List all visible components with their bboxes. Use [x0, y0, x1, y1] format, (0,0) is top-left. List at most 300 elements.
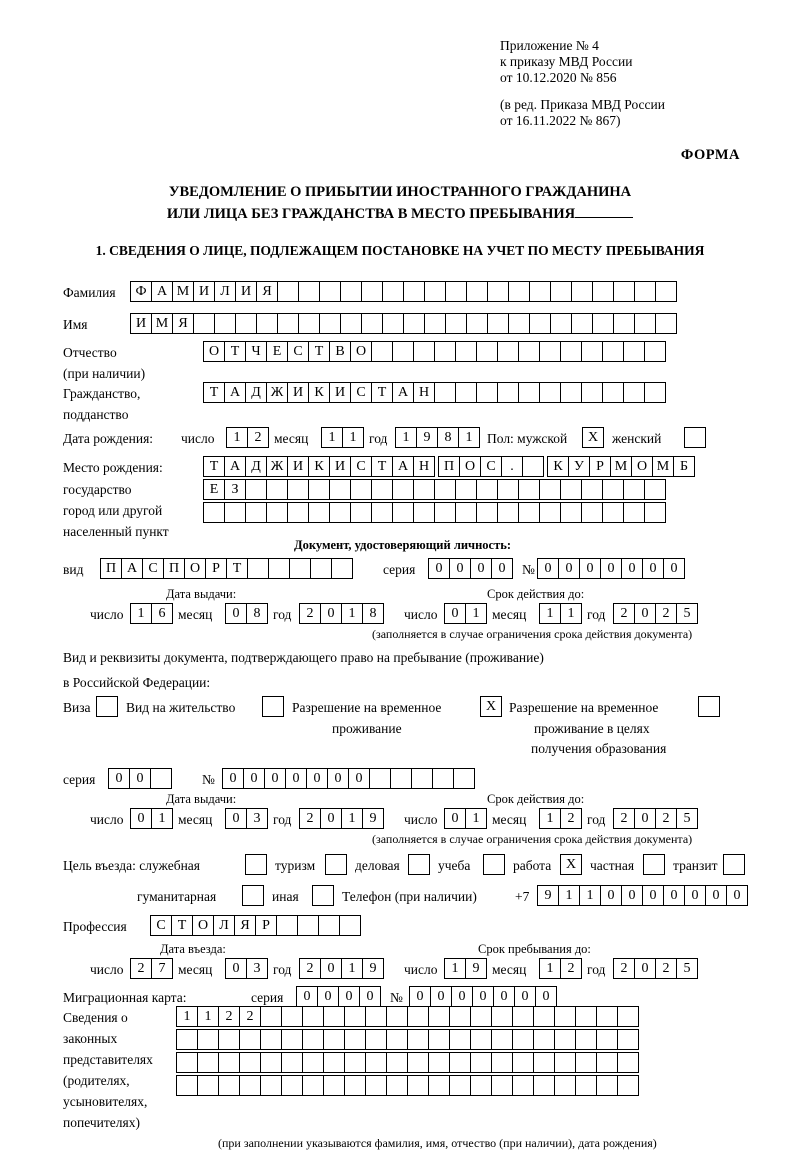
input-cell[interactable] — [413, 479, 435, 500]
input-cell[interactable]: А — [392, 456, 414, 477]
input-cell[interactable] — [413, 502, 435, 523]
input-cell[interactable]: А — [224, 456, 246, 477]
input-cell[interactable] — [197, 1029, 219, 1050]
input-cell[interactable]: 2 — [299, 808, 321, 829]
input-cell[interactable] — [455, 502, 477, 523]
input-cell[interactable]: 0 — [430, 986, 452, 1007]
input-cell[interactable]: Я — [234, 915, 256, 936]
input-cell[interactable]: 2 — [130, 958, 152, 979]
input-cell[interactable]: А — [224, 382, 246, 403]
input-cell[interactable] — [487, 313, 509, 334]
input-cell[interactable]: Л — [213, 915, 235, 936]
input-cell[interactable]: 0 — [514, 986, 536, 1007]
input-cell[interactable] — [512, 1029, 534, 1050]
field-stay-end-year[interactable] — [613, 958, 697, 979]
input-cell[interactable]: 0 — [444, 808, 466, 829]
field-stay-valid-year[interactable] — [613, 808, 697, 829]
input-cell[interactable]: 8 — [362, 603, 384, 624]
input-cell[interactable] — [407, 1075, 429, 1096]
input-cell[interactable]: С — [350, 456, 372, 477]
input-cell[interactable] — [203, 502, 225, 523]
input-cell[interactable]: 1 — [560, 603, 582, 624]
input-cell[interactable] — [508, 281, 530, 302]
field-legal-rep-row-1[interactable] — [176, 1006, 638, 1027]
input-cell[interactable]: Н — [413, 382, 435, 403]
input-cell[interactable] — [197, 1052, 219, 1073]
input-cell[interactable] — [302, 1006, 324, 1027]
input-cell[interactable] — [554, 1029, 576, 1050]
input-cell[interactable] — [476, 341, 498, 362]
input-cell[interactable] — [560, 502, 582, 523]
input-cell[interactable] — [365, 1052, 387, 1073]
input-cell[interactable] — [371, 502, 393, 523]
input-cell[interactable] — [602, 502, 624, 523]
input-cell[interactable]: Т — [371, 456, 393, 477]
input-cell[interactable]: 1 — [539, 603, 561, 624]
checkbox-edu-residence[interactable] — [698, 696, 720, 717]
input-cell[interactable]: И — [235, 281, 257, 302]
input-cell[interactable]: И — [193, 281, 215, 302]
input-cell[interactable] — [268, 558, 290, 579]
input-cell[interactable] — [453, 768, 475, 789]
input-cell[interactable] — [277, 281, 299, 302]
input-cell[interactable]: 1 — [226, 427, 248, 448]
input-cell[interactable] — [302, 1052, 324, 1073]
input-cell[interactable] — [344, 1029, 366, 1050]
input-cell[interactable]: Т — [308, 341, 330, 362]
input-cell[interactable]: И — [329, 456, 351, 477]
input-cell[interactable]: 9 — [465, 958, 487, 979]
field-stay-issue-day[interactable] — [130, 808, 172, 829]
input-cell[interactable] — [365, 1006, 387, 1027]
input-cell[interactable] — [466, 313, 488, 334]
input-cell[interactable] — [245, 502, 267, 523]
field-mc-series[interactable] — [296, 986, 380, 1007]
field-stay-valid-day[interactable] — [444, 808, 486, 829]
input-cell[interactable] — [340, 313, 362, 334]
input-cell[interactable]: 0 — [409, 986, 431, 1007]
input-cell[interactable] — [386, 1075, 408, 1096]
field-birth-year[interactable] — [395, 427, 479, 448]
field-stay-issue-year[interactable] — [299, 808, 383, 829]
input-cell[interactable] — [455, 382, 477, 403]
input-cell[interactable] — [434, 479, 456, 500]
input-cell[interactable] — [340, 281, 362, 302]
input-cell[interactable] — [323, 1006, 345, 1027]
input-cell[interactable] — [298, 281, 320, 302]
input-cell[interactable]: М — [610, 456, 632, 477]
input-cell[interactable] — [218, 1075, 240, 1096]
input-cell[interactable] — [302, 1029, 324, 1050]
input-cell[interactable]: А — [151, 281, 173, 302]
input-cell[interactable]: 0 — [225, 958, 247, 979]
input-cell[interactable] — [449, 1006, 471, 1027]
field-entry-day[interactable] — [130, 958, 172, 979]
field-stay-end-day[interactable] — [444, 958, 486, 979]
input-cell[interactable] — [403, 313, 425, 334]
input-cell[interactable]: 0 — [684, 885, 706, 906]
input-cell[interactable] — [623, 502, 645, 523]
input-cell[interactable] — [613, 313, 635, 334]
input-cell[interactable]: 9 — [362, 958, 384, 979]
input-cell[interactable] — [455, 341, 477, 362]
field-legal-rep-row-3[interactable] — [176, 1052, 638, 1073]
input-cell[interactable] — [260, 1075, 282, 1096]
input-cell[interactable]: 0 — [285, 768, 307, 789]
input-cell[interactable]: 0 — [428, 558, 450, 579]
input-cell[interactable]: 0 — [348, 768, 370, 789]
field-stay-number[interactable] — [222, 768, 474, 789]
input-cell[interactable]: 8 — [437, 427, 459, 448]
input-cell[interactable] — [361, 281, 383, 302]
input-cell[interactable] — [239, 1052, 261, 1073]
input-cell[interactable] — [260, 1052, 282, 1073]
checkbox-purpose-private[interactable] — [643, 854, 665, 875]
input-cell[interactable] — [407, 1006, 429, 1027]
input-cell[interactable] — [539, 382, 561, 403]
input-cell[interactable]: Т — [224, 341, 246, 362]
input-cell[interactable]: 1 — [197, 1006, 219, 1027]
input-cell[interactable] — [197, 1075, 219, 1096]
input-cell[interactable]: 0 — [621, 558, 643, 579]
input-cell[interactable]: Р — [255, 915, 277, 936]
input-cell[interactable] — [602, 382, 624, 403]
input-cell[interactable] — [487, 281, 509, 302]
input-cell[interactable] — [518, 479, 540, 500]
field-profession[interactable] — [150, 915, 360, 936]
input-cell[interactable] — [476, 479, 498, 500]
input-cell[interactable]: 2 — [613, 958, 635, 979]
input-cell[interactable]: П — [163, 558, 185, 579]
input-cell[interactable]: 0 — [306, 768, 328, 789]
input-cell[interactable] — [455, 479, 477, 500]
input-cell[interactable] — [403, 281, 425, 302]
input-cell[interactable]: Р — [205, 558, 227, 579]
input-cell[interactable]: 0 — [472, 986, 494, 1007]
input-cell[interactable]: Я — [256, 281, 278, 302]
input-cell[interactable] — [281, 1075, 303, 1096]
input-cell[interactable] — [539, 502, 561, 523]
field-birth-place-row-1[interactable] — [203, 456, 694, 477]
input-cell[interactable]: Т — [171, 915, 193, 936]
input-cell[interactable]: 2 — [239, 1006, 261, 1027]
input-cell[interactable] — [560, 479, 582, 500]
input-cell[interactable] — [323, 1075, 345, 1096]
input-cell[interactable]: У — [568, 456, 590, 477]
input-cell[interactable]: 1 — [395, 427, 417, 448]
input-cell[interactable]: 0 — [296, 986, 318, 1007]
input-cell[interactable] — [476, 502, 498, 523]
input-cell[interactable] — [365, 1029, 387, 1050]
input-cell[interactable]: Т — [371, 382, 393, 403]
input-cell[interactable] — [571, 313, 593, 334]
input-cell[interactable] — [260, 1006, 282, 1027]
input-cell[interactable] — [581, 382, 603, 403]
input-cell[interactable]: 1 — [130, 603, 152, 624]
input-cell[interactable]: М — [172, 281, 194, 302]
field-citizenship[interactable] — [203, 382, 665, 403]
input-cell[interactable] — [386, 1006, 408, 1027]
input-cell[interactable]: 9 — [416, 427, 438, 448]
input-cell[interactable]: С — [150, 915, 172, 936]
input-cell[interactable]: 0 — [493, 986, 515, 1007]
input-cell[interactable]: 5 — [676, 808, 698, 829]
field-doc-series[interactable] — [428, 558, 512, 579]
input-cell[interactable] — [350, 502, 372, 523]
field-legal-rep-row-4[interactable] — [176, 1075, 638, 1096]
input-cell[interactable]: 0 — [600, 885, 622, 906]
input-cell[interactable] — [529, 313, 551, 334]
input-cell[interactable] — [344, 1075, 366, 1096]
input-cell[interactable]: А — [392, 382, 414, 403]
field-birth-day[interactable] — [226, 427, 268, 448]
input-cell[interactable]: 6 — [151, 603, 173, 624]
input-cell[interactable]: 5 — [676, 958, 698, 979]
input-cell[interactable] — [386, 1029, 408, 1050]
input-cell[interactable]: 0 — [320, 808, 342, 829]
input-cell[interactable] — [371, 341, 393, 362]
input-cell[interactable]: Т — [203, 456, 225, 477]
input-cell[interactable] — [617, 1075, 639, 1096]
input-cell[interactable]: К — [547, 456, 569, 477]
input-cell[interactable] — [281, 1006, 303, 1027]
input-cell[interactable] — [550, 281, 572, 302]
field-birth-month[interactable] — [321, 427, 363, 448]
input-cell[interactable]: Р — [589, 456, 611, 477]
field-surname[interactable] — [130, 281, 676, 302]
field-doc-issue-year[interactable] — [299, 603, 383, 624]
input-cell[interactable] — [260, 1029, 282, 1050]
input-cell[interactable]: Я — [172, 313, 194, 334]
input-cell[interactable] — [560, 341, 582, 362]
input-cell[interactable]: 0 — [327, 768, 349, 789]
field-legal-rep-row-2[interactable] — [176, 1029, 638, 1050]
input-cell[interactable] — [592, 313, 614, 334]
input-cell[interactable] — [176, 1029, 198, 1050]
input-cell[interactable]: 1 — [539, 808, 561, 829]
input-cell[interactable]: 0 — [264, 768, 286, 789]
field-name[interactable] — [130, 313, 676, 334]
input-cell[interactable] — [308, 479, 330, 500]
input-cell[interactable] — [554, 1006, 576, 1027]
input-cell[interactable]: О — [350, 341, 372, 362]
input-cell[interactable] — [323, 1029, 345, 1050]
input-cell[interactable] — [575, 1029, 597, 1050]
input-cell[interactable]: 2 — [613, 808, 635, 829]
input-cell[interactable] — [369, 768, 391, 789]
input-cell[interactable] — [497, 479, 519, 500]
input-cell[interactable]: 2 — [655, 958, 677, 979]
input-cell[interactable] — [239, 1075, 261, 1096]
input-cell[interactable]: 2 — [655, 808, 677, 829]
input-cell[interactable] — [239, 1029, 261, 1050]
input-cell[interactable]: 0 — [338, 986, 360, 1007]
field-doc-issue-month[interactable] — [225, 603, 267, 624]
input-cell[interactable]: 0 — [537, 558, 559, 579]
input-cell[interactable]: П — [100, 558, 122, 579]
input-cell[interactable]: О — [192, 915, 214, 936]
input-cell[interactable]: 0 — [222, 768, 244, 789]
input-cell[interactable]: 0 — [642, 885, 664, 906]
input-cell[interactable] — [266, 479, 288, 500]
input-cell[interactable] — [592, 281, 614, 302]
input-cell[interactable]: 9 — [362, 808, 384, 829]
input-cell[interactable] — [575, 1075, 597, 1096]
input-cell[interactable] — [407, 1052, 429, 1073]
input-cell[interactable] — [596, 1052, 618, 1073]
input-cell[interactable] — [218, 1052, 240, 1073]
field-doc-valid-month[interactable] — [539, 603, 581, 624]
input-cell[interactable] — [411, 768, 433, 789]
input-cell[interactable]: 0 — [663, 885, 685, 906]
input-cell[interactable] — [308, 502, 330, 523]
input-cell[interactable] — [365, 1075, 387, 1096]
input-cell[interactable] — [575, 1006, 597, 1027]
field-entry-year[interactable] — [299, 958, 383, 979]
input-cell[interactable] — [617, 1052, 639, 1073]
input-cell[interactable]: 1 — [341, 603, 363, 624]
input-cell[interactable] — [533, 1052, 555, 1073]
input-cell[interactable] — [655, 313, 677, 334]
input-cell[interactable]: 0 — [470, 558, 492, 579]
input-cell[interactable] — [602, 341, 624, 362]
field-doc-valid-day[interactable] — [444, 603, 486, 624]
input-cell[interactable] — [432, 768, 454, 789]
input-cell[interactable] — [533, 1006, 555, 1027]
input-cell[interactable]: Л — [214, 281, 236, 302]
input-cell[interactable] — [297, 915, 319, 936]
input-cell[interactable] — [386, 1052, 408, 1073]
input-cell[interactable] — [247, 558, 269, 579]
input-cell[interactable]: 1 — [341, 958, 363, 979]
input-cell[interactable]: 0 — [634, 958, 656, 979]
input-cell[interactable] — [554, 1052, 576, 1073]
input-cell[interactable]: Т — [226, 558, 248, 579]
checkbox-purpose-tourism[interactable] — [325, 854, 347, 875]
input-cell[interactable]: 0 — [243, 768, 265, 789]
field-stay-issue-month[interactable] — [225, 808, 267, 829]
input-cell[interactable] — [512, 1075, 534, 1096]
input-cell[interactable] — [634, 313, 656, 334]
input-cell[interactable] — [497, 502, 519, 523]
input-cell[interactable]: 1 — [341, 808, 363, 829]
input-cell[interactable] — [508, 313, 530, 334]
input-cell[interactable]: 0 — [634, 603, 656, 624]
input-cell[interactable]: 0 — [129, 768, 151, 789]
input-cell[interactable]: 2 — [247, 427, 269, 448]
input-cell[interactable]: 2 — [299, 958, 321, 979]
input-cell[interactable] — [497, 341, 519, 362]
input-cell[interactable] — [560, 382, 582, 403]
input-cell[interactable] — [276, 915, 298, 936]
input-cell[interactable] — [575, 1052, 597, 1073]
input-cell[interactable] — [392, 502, 414, 523]
input-cell[interactable] — [344, 1052, 366, 1073]
input-cell[interactable]: О — [203, 341, 225, 362]
input-cell[interactable] — [339, 915, 361, 936]
input-cell[interactable]: З — [224, 479, 246, 500]
input-cell[interactable]: 2 — [218, 1006, 240, 1027]
input-cell[interactable] — [281, 1052, 303, 1073]
field-mc-number[interactable] — [409, 986, 556, 1007]
input-cell[interactable]: 0 — [317, 986, 339, 1007]
input-cell[interactable] — [476, 382, 498, 403]
input-cell[interactable] — [529, 281, 551, 302]
input-cell[interactable] — [445, 281, 467, 302]
field-doc-valid-year[interactable] — [613, 603, 697, 624]
input-cell[interactable] — [533, 1075, 555, 1096]
input-cell[interactable]: 0 — [579, 558, 601, 579]
input-cell[interactable] — [344, 1006, 366, 1027]
checkbox-purpose-business[interactable] — [408, 854, 430, 875]
input-cell[interactable]: 1 — [465, 603, 487, 624]
input-cell[interactable] — [176, 1052, 198, 1073]
input-cell[interactable] — [382, 281, 404, 302]
input-cell[interactable]: 1 — [444, 958, 466, 979]
input-cell[interactable]: Б — [673, 456, 695, 477]
input-cell[interactable] — [449, 1029, 471, 1050]
input-cell[interactable] — [319, 281, 341, 302]
input-cell[interactable] — [623, 382, 645, 403]
input-cell[interactable] — [256, 313, 278, 334]
input-cell[interactable]: 2 — [560, 808, 582, 829]
input-cell[interactable] — [281, 1029, 303, 1050]
input-cell[interactable]: 1 — [342, 427, 364, 448]
input-cell[interactable] — [298, 313, 320, 334]
input-cell[interactable]: О — [184, 558, 206, 579]
input-cell[interactable]: С — [287, 341, 309, 362]
input-cell[interactable] — [350, 479, 372, 500]
input-cell[interactable]: 1 — [465, 808, 487, 829]
input-cell[interactable]: Ж — [266, 456, 288, 477]
input-cell[interactable] — [470, 1075, 492, 1096]
input-cell[interactable]: 0 — [320, 958, 342, 979]
input-cell[interactable] — [470, 1029, 492, 1050]
input-cell[interactable] — [392, 479, 414, 500]
input-cell[interactable] — [491, 1006, 513, 1027]
input-cell[interactable]: С — [480, 456, 502, 477]
input-cell[interactable] — [596, 1029, 618, 1050]
input-cell[interactable] — [596, 1006, 618, 1027]
input-cell[interactable] — [329, 502, 351, 523]
input-cell[interactable] — [245, 479, 267, 500]
input-cell[interactable] — [581, 479, 603, 500]
input-cell[interactable]: К — [308, 456, 330, 477]
checkbox-purpose-other[interactable] — [312, 885, 334, 906]
input-cell[interactable] — [445, 313, 467, 334]
input-cell[interactable] — [428, 1006, 450, 1027]
input-cell[interactable]: 1 — [558, 885, 580, 906]
input-cell[interactable] — [602, 479, 624, 500]
input-cell[interactable] — [581, 502, 603, 523]
input-cell[interactable] — [428, 1075, 450, 1096]
input-cell[interactable]: 0 — [449, 558, 471, 579]
input-cell[interactable] — [623, 479, 645, 500]
input-cell[interactable]: 1 — [458, 427, 480, 448]
input-cell[interactable] — [235, 313, 257, 334]
input-cell[interactable] — [470, 1052, 492, 1073]
input-cell[interactable]: 2 — [560, 958, 582, 979]
input-cell[interactable] — [644, 382, 666, 403]
checkbox-purpose-work[interactable]: X — [560, 854, 582, 875]
input-cell[interactable]: 1 — [579, 885, 601, 906]
checkbox-purpose-study[interactable] — [483, 854, 505, 875]
input-cell[interactable]: 1 — [176, 1006, 198, 1027]
input-cell[interactable]: 0 — [451, 986, 473, 1007]
input-cell[interactable] — [644, 479, 666, 500]
input-cell[interactable]: С — [142, 558, 164, 579]
input-cell[interactable]: 2 — [613, 603, 635, 624]
